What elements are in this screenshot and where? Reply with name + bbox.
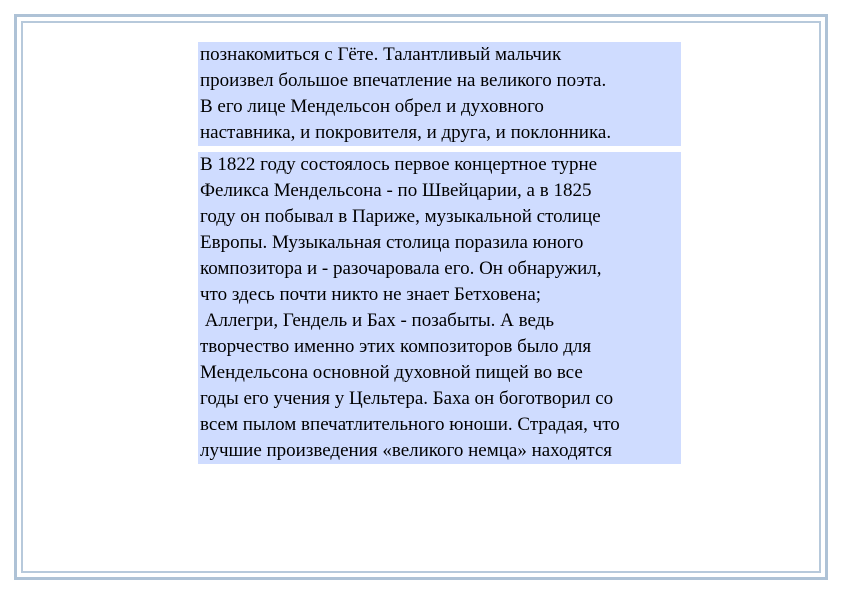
paragraph-goethe xyxy=(198,42,681,146)
text-line: лучшие произведения «великого немца» находятся xyxy=(200,440,613,461)
text-line: познакомиться с Гёте. Талантливый мальчик xyxy=(200,44,562,65)
text-line: что здесь почти никто не знает Бетховена; xyxy=(200,284,542,305)
text-line: творчество именно этих композиторов было для xyxy=(200,336,592,357)
text-line: В 1822 году состоялось первое концертное турне xyxy=(200,154,598,175)
text-line: композитора и - разочаровала его. Он обнаружил, xyxy=(200,258,602,279)
text-line: Феликса Мендельсона - по Швейцарии, а в 1825 xyxy=(200,180,592,201)
text-line: наставника, и покровителя, и друга, и поклонника. xyxy=(200,122,612,143)
text-line: В его лице Мендельсон обрел и духовного xyxy=(200,96,544,117)
text-line: годы его учения у Цельтера. Баха он боготворил со xyxy=(200,388,614,409)
text-line: всем пылом впечатлительного юноши. Страдая, что xyxy=(200,414,620,435)
text-line: Аллегри, Гендель и Бах - позабыты. А ведь xyxy=(200,310,555,331)
paragraph-tour-1822 xyxy=(198,152,681,464)
text-line: произвел большое впечатление на великого поэта. xyxy=(200,70,607,91)
text-line: Европы. Музыкальная столица поразила юного xyxy=(200,232,584,253)
text-line: году он побывал в Париже, музыкальной столице xyxy=(200,206,601,227)
text-line: Мендельсона основной духовной пищей во все xyxy=(200,362,583,383)
text-box xyxy=(198,42,681,464)
